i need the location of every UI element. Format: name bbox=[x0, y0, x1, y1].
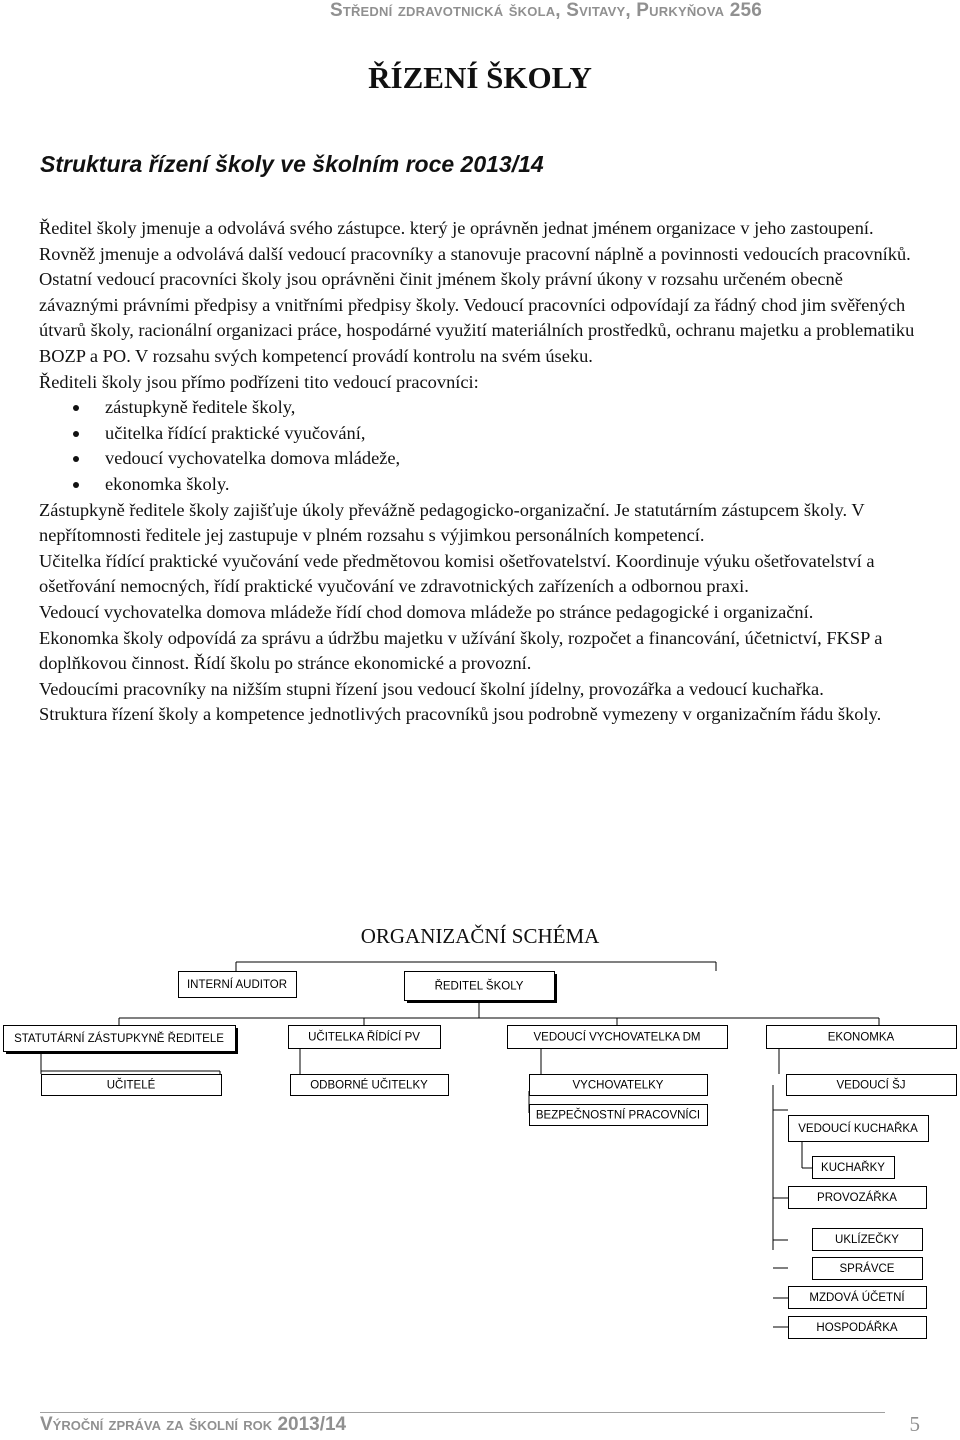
org-box-cooks bbox=[813, 1157, 895, 1179]
org-box-head-cook bbox=[789, 1116, 929, 1142]
org-box-practical-teacher bbox=[289, 1026, 441, 1049]
org-box-label: MZDOVÁ ÚČETNÍ bbox=[809, 1292, 905, 1304]
org-box-label: UČITELKA ŘÍDÍCÍ PV bbox=[308, 1031, 420, 1044]
org-box-vocational-teachers bbox=[291, 1075, 449, 1096]
paragraph-management: Ředitel školy jmenuje a odvolává svého zástupce. který je oprávněn jednat jménem organizace v jeho zastoupení. Rovněž jmenuje a odvolává další vedoucí pracovníky a stanovuje pracovní náplně a povinnosti vedoucích pracovníků. Ostatní vedoucí pracovníci školy jsou oprávněni činit jménem školy právní úkony v rozsahu určeném obecně závaznými právními předpisy a vnitřními předpisy školy. Vedoucí pracovníci odpovídají za řádný chod jim svěřených útvarů školy, racionální organizaci práce, hospodárné využití materiálních prostředků, ochranu majetku a problematiku BOZP a PO. V rozsahu svých kompetencí provádí kontrolu na svém úseku. bbox=[39, 218, 915, 366]
org-box-label: PROVOZÁŘKA bbox=[817, 1192, 897, 1204]
document-body bbox=[39, 216, 919, 728]
org-box-head-educator bbox=[508, 1026, 728, 1049]
org-box-label: INTERNÍ AUDITOR bbox=[186, 979, 288, 991]
paragraph-subordinates-intro: Řediteli školy jsou přímo podřízeni tito vedoucí pracovníci: bbox=[39, 371, 479, 392]
org-box-deputy bbox=[4, 1026, 239, 1055]
org-chart bbox=[0, 950, 960, 1350]
page-subtitle: Struktura řízení školy ve školním roce 2013/14 bbox=[40, 151, 544, 177]
list-item: vedoucí vychovatelka domova mládeže, bbox=[105, 446, 919, 472]
org-box-internal-auditor bbox=[179, 972, 297, 998]
org-box-educators bbox=[530, 1075, 708, 1096]
page-title: ŘÍZENÍ ŠKOLY bbox=[368, 60, 592, 95]
org-box-label: VEDOUCÍ ŠJ bbox=[836, 1079, 906, 1092]
org-box-label: ODBORNÉ UČITELKY bbox=[310, 1079, 428, 1092]
org-box-caretaker bbox=[813, 1258, 923, 1280]
org-box-director bbox=[405, 972, 558, 1004]
list-item: učitelka řídící praktické vyučování, bbox=[105, 421, 919, 447]
footer-report-text: Výroční zpráva za školní rok 2013/14 bbox=[40, 1414, 347, 1435]
page-number: 5 bbox=[909, 1412, 920, 1436]
list-item: zástupkyně ředitele školy, bbox=[105, 395, 919, 421]
subordinates-list bbox=[39, 395, 919, 497]
paragraph-practical-teacher: Učitelka řídící praktické vyučování vede předmětovou komisi ošetřovatelství. Koordinuje výuku ošetřovatelství a ošetřování nemocných, řídí praktické vyučování ve zdravotnických zařízeních a odbornou praxi. bbox=[39, 550, 875, 597]
paragraph-lower-managers: Vedoucími pracovníky na nižším stupni řízení jsou vedoucí školní jídelny, provozářka a vedoucí kuchařka. bbox=[39, 678, 824, 699]
org-box-label: VYCHOVATELKY bbox=[572, 1079, 664, 1092]
org-box-label: HOSPODÁŘKA bbox=[816, 1322, 898, 1334]
header-school-line: Střední zdravotnická škola, Svitavy, Purkyňova 256 bbox=[329, 0, 762, 21]
paragraph-organization-rules: Struktura řízení školy a kompetence jednotlivých pracovníků jsou podrobně vymezeny v organizačním řádu školy. bbox=[39, 704, 882, 725]
paragraph-head-educator: Vedoucí vychovatelka domova mládeže řídí chod domova mládeže po stránce pedagogické i organizační. bbox=[39, 601, 814, 622]
org-box-night-staff bbox=[530, 1105, 708, 1126]
org-chart-title: ORGANIZAČNÍ SCHÉMA bbox=[360, 924, 600, 948]
org-chart-connectors bbox=[41, 962, 879, 1327]
org-box-label: EKONOMKA bbox=[827, 1031, 895, 1044]
footer-divider bbox=[40, 1412, 885, 1413]
org-box-housekeeper bbox=[789, 1317, 927, 1339]
list-item: ekonomka školy. bbox=[105, 472, 919, 498]
footer-report-line bbox=[40, 1414, 346, 1436]
org-box-label: ŘEDITEL ŠKOLY bbox=[434, 980, 524, 993]
org-box-label: VEDOUCÍ VYCHOVATELKA DM bbox=[533, 1031, 701, 1044]
org-box-label: KUCHAŘKY bbox=[821, 1162, 885, 1174]
org-box-label: UKLÍZEČKY bbox=[835, 1234, 899, 1246]
page-header bbox=[330, 0, 762, 22]
org-box-label: VEDOUCÍ KUCHAŘKA bbox=[798, 1123, 918, 1135]
org-box-label: SPRÁVCE bbox=[839, 1263, 895, 1275]
org-box-canteen-head bbox=[787, 1075, 957, 1096]
org-box-teachers bbox=[42, 1075, 222, 1096]
org-box-economist bbox=[767, 1026, 957, 1049]
org-box-label: UČITELÉ bbox=[106, 1079, 156, 1092]
org-chart-boxes bbox=[4, 972, 957, 1339]
org-box-operations bbox=[789, 1187, 927, 1209]
org-box-payroll bbox=[789, 1287, 927, 1309]
paragraph-economist: Ekonomka školy odpovídá za správu a údržbu majetku v užívání školy, rozpočet a financování, účetnictví, FKSP a doplňkovou činnost. Řídí školu po stránce ekonomické a provozní. bbox=[39, 627, 883, 674]
org-box-cleaners bbox=[813, 1229, 923, 1251]
paragraph-deputy: Zástupkyně ředitele školy zajišťuje úkoly převážně pedagogicko-organizační. Je statutárním zástupcem školy. V nepřítomnosti ředitele jej zastupuje v plném rozsahu s výjimkou personálních kompetencí. bbox=[39, 499, 865, 546]
org-box-label: BEZPEČNOSTNÍ PRACOVNÍCI bbox=[535, 1109, 701, 1122]
org-box-label: STATUTÁRNÍ ZÁSTUPKYNĚ ŘEDITELE bbox=[14, 1033, 224, 1045]
